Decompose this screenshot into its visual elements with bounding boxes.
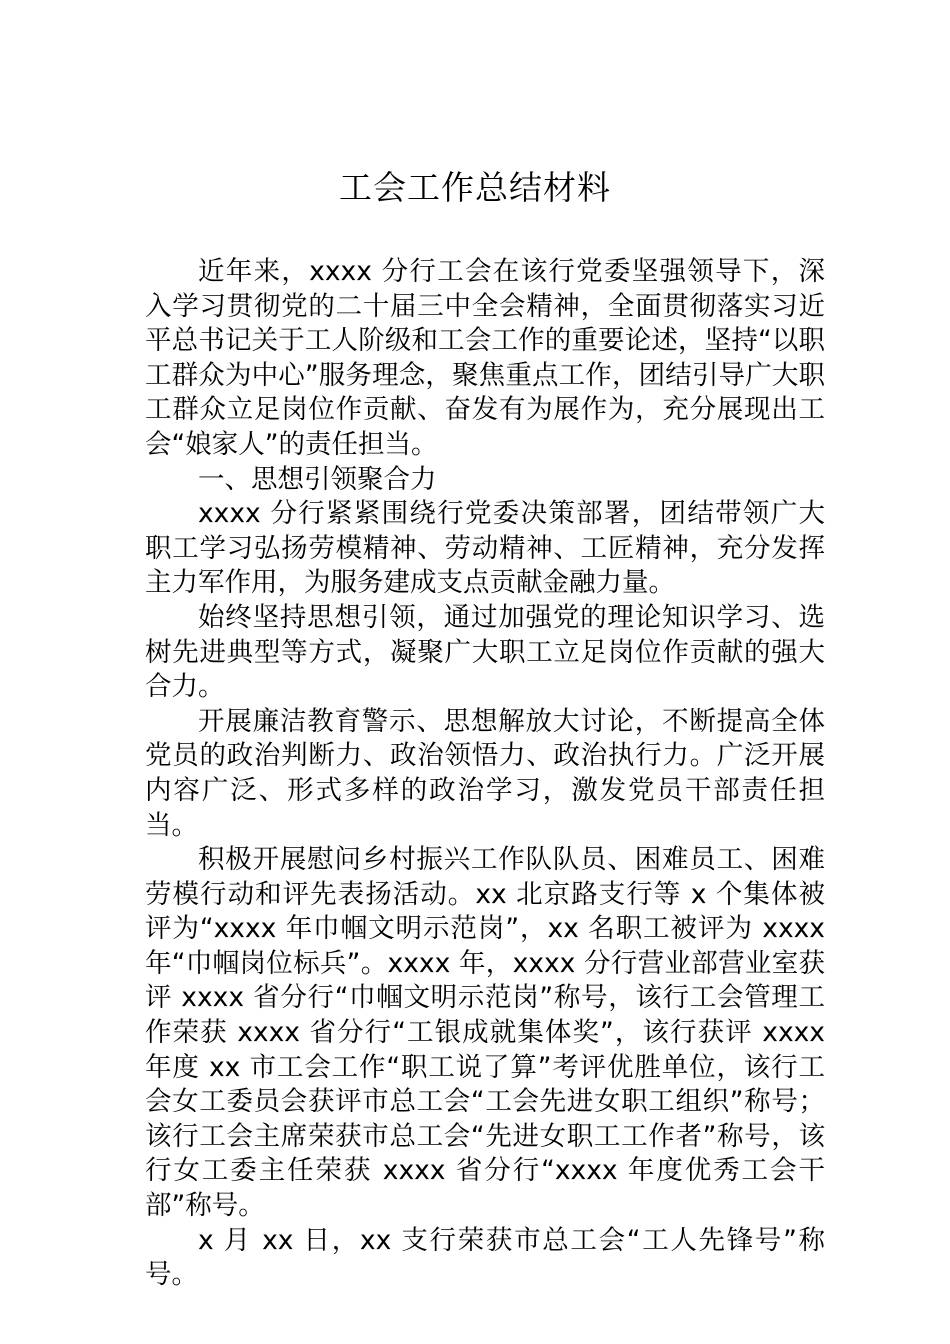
document-title: 工会工作总结材料 [339, 168, 611, 207]
paragraph-intro: 近年来，xxxx 分行工会在该行党委坚强领导下，深入学习贯彻党的二十届三中全会精神，全面贯彻落实习近平总书记关于工人阶级和工会工作的重要论述，坚持“以职工群众为中心”服务理念，聚焦重点工作，团结引导广大职工群众立足岗位作贡献、奋发有为展作为，充分展现出工会“娘家人”的责任担当。 [145, 256, 825, 460]
document-body [145, 255, 825, 1293]
section-heading: 一、思想引领聚合力 [198, 463, 437, 495]
paragraph: x 月 xx 日，xx 支行荣获市总工会“工人先锋号”称号。 [145, 1224, 825, 1291]
paragraph: 积极开展慰问乡村振兴工作队队员、困难员工、困难劳模行动和评先表扬活动。xx 北京路支行等 x 个集体被评为“xxxx 年巾帼文明示范岗”，xx 名职工被评为 xxxx 年“巾帼岗位标兵”。xxxx 年，xxxx 分行营业部营业室获评 xxxx 省分行“巾帼文明示范岗”称号，该行工会管理工作荣获 xxxx 省分行“工银成就集体奖”，该行获评 xxxx 年度 xx 市工会工作“职工说了算”考评优胜单位，该行工会女工委员会获评市总工会“工会先进女职工组织”称号；该行工会主席荣获市总工会“先进女职工工作者”称号，该行女工委主任荣获 xxxx 省分行“xxxx 年度优秀工会干部”称号。 [145, 844, 825, 1222]
paragraph: 始终坚持思想引领，通过加强党的理论知识学习、选树先进典型等方式，凝聚广大职工立足岗位作贡献的强大合力。 [145, 601, 825, 703]
paragraph: 开展廉洁教育警示、思想解放大讨论，不断提高全体党员的政治判断力、政治领悟力、政治执行力。广泛开展内容广泛、形式多样的政治学习，激发党员干部责任担当。 [145, 705, 825, 841]
paragraph: xxxx 分行紧紧围绕行党委决策部署，团结带领广大职工学习弘扬劳模精神、劳动精神、工匠精神，充分发挥主力军作用，为服务建成支点贡献金融力量。 [145, 498, 825, 599]
